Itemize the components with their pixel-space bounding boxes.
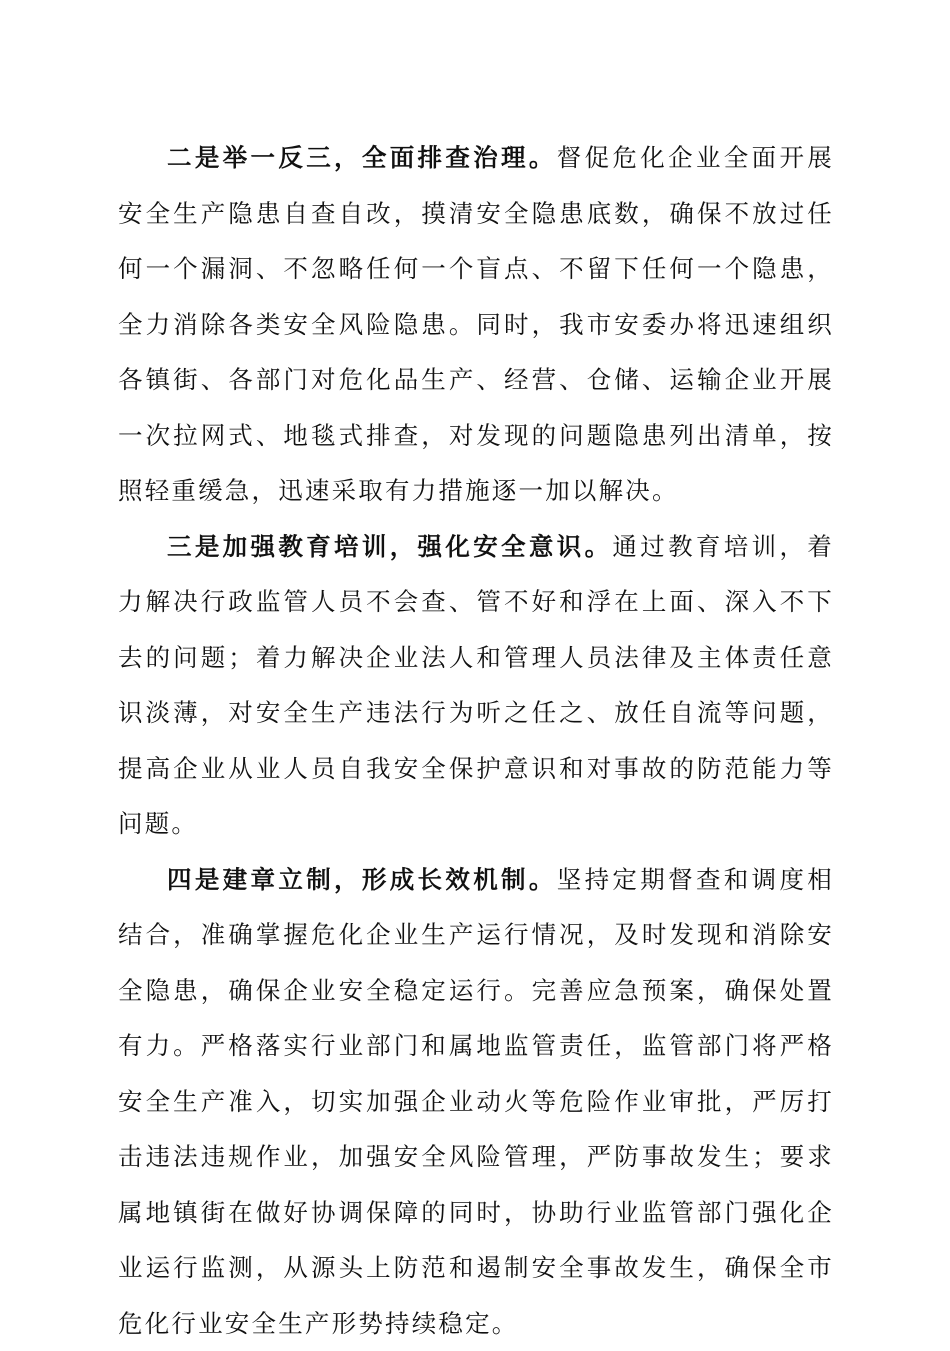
paragraph-body: 坚持定期督查和调度相结合，准确掌握危化企业生产运行情况，及时发现和消除安全隐患，确保企业安全稳定运行。完善应急预案，确保处置有力。严格落实行业部门和属地监管责任，监管部门将严格安全生产准入，切实加强企业动火等危险作业审批，严厉打击违法违规作业，加强安全风险管理，严防事故发生；要求属地镇街在做好协调保障的同时，协助行业监管部门强化企业运行监测，从源头上防范和遏制安全事故发生，确保全市危化行业安全生产形势持续稳定。 — [118, 865, 834, 1338]
paragraph-heading: 二是举一反三，全面排查治理。 — [167, 143, 557, 172]
paragraph-heading: 四是建章立制，形成长效机制。 — [167, 865, 557, 894]
paragraph-comprehensive-inspection — [118, 130, 834, 519]
paragraph-body: 通过教育培训，着力解决行政监管人员不会查、管不好和浮在上面、深入不下去的问题；着力解决企业法人和管理人员法律及主体责任意识淡薄，对安全生产违法行为听之任之、放任自流等问题，提高企业从业人员自我安全保护意识和对事故的防范能力等问题。 — [118, 532, 834, 839]
paragraph-heading: 三是加强教育培训，强化安全意识。 — [167, 532, 612, 561]
paragraph-education-training — [118, 519, 834, 852]
paragraph-long-term-mechanism — [118, 852, 834, 1351]
document-page — [118, 130, 834, 1351]
paragraph-body: 督促危化企业全面开展安全生产隐患自查自改，摸清安全隐患底数，确保不放过任何一个漏洞、不忽略任何一个盲点、不留下任何一个隐患，全力消除各类安全风险隐患。同时，我市安委办将迅速组织各镇街、各部门对危化品生产、经营、仓储、运输企业开展一次拉网式、地毯式排查，对发现的问题隐患列出清单，按照轻重缓急，迅速采取有力措施逐一加以解决。 — [118, 143, 834, 505]
